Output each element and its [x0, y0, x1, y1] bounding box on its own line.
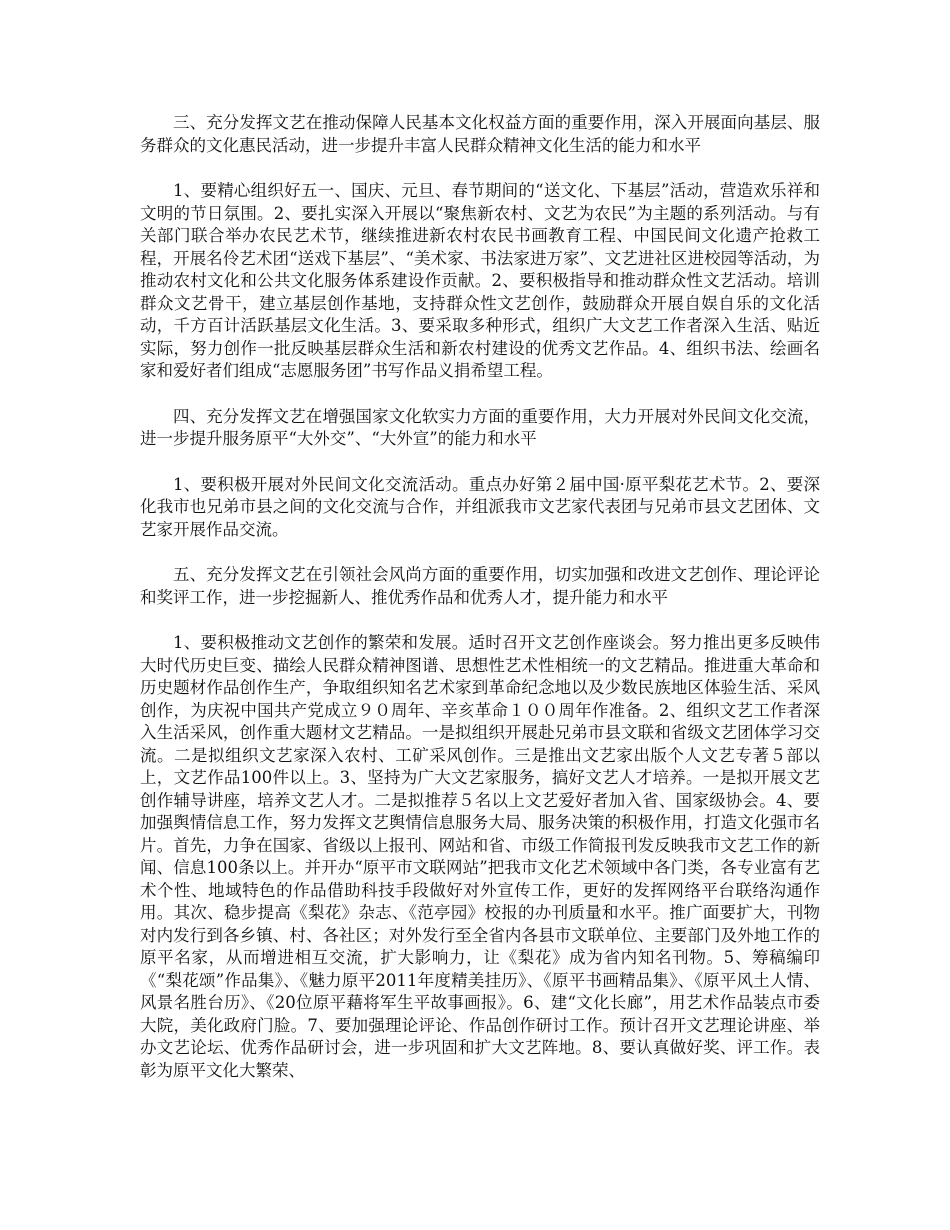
section-heading-5: 五、充分发挥文艺在引领社会风尚方面的重要作用，切实加强和改进文艺创作、理论评论和奖评工作，进一步挖掘新人、推优秀作品和优秀人才，提升能力和水平 — [140, 565, 820, 607]
section-heading-4: 四、充分发挥文艺在增强国家文化软实力方面的重要作用，大力开展对外民间文化交流，进一步提升服务原平“大外交”、“大外宣”的能力和水平 — [140, 406, 820, 448]
paragraph-spacer — [140, 609, 820, 632]
paragraph-spacer — [140, 451, 820, 474]
section-heading-3: 三、充分发挥文艺在推动保障人民基本文化权益方面的重要作用，深入开展面向基层、服务群众的文化惠民活动，进一步提升丰富人民群众精神文化生活的能力和水平 — [140, 113, 820, 155]
paragraph-spacer — [140, 541, 820, 564]
section-body-4: 1、要积极开展对外民间文化交流活动。重点办好第２届中国·原平梨花艺术节。2、要深化我市也兄弟市县之间的文化交流与合作，并组派我市文艺家代表团与兄弟市县文艺团体、文艺家开展作品交流。 — [140, 474, 820, 539]
paragraph-spacer — [140, 157, 820, 180]
document-page — [140, 112, 820, 1082]
paragraph-spacer — [140, 383, 820, 406]
section-body-5: 1、要积极推动文艺创作的繁荣和发展。适时召开文艺创作座谈会。努力推出更多反映伟大时代历史巨变、描绘人民群众精神图谱、思想性艺术性相统一的文艺精品。推进重大革命和历史题材作品创作生产，争取组织知名艺术家到革命纪念地以及少数民族地区体验生活、采风创作，为庆祝中国共产党成立９０周年、辛亥革命１００周年作准备。2、组织文艺工作者深入生活采风，创作重大题材文艺精品。一是拟组织开展赴兄弟市县文联和省级文艺团体学习交流。二是拟组织文艺家深入农村、工矿采风创作。三是推出文艺家出版个人文艺专著５部以上，文艺作品100件以上。3、坚持为广大文艺家服务，搞好文艺人才培养。一是拟开展文艺创作辅导讲座，培养文艺人才。二是拟推荐５名以上文艺爱好者加入省、国家级协会。4、要加强舆情信息工作，努力发挥文艺舆情信息服务大局、服务决策的积极作用，打造文化强市名片。首先，力争在国家、省级以上报刊、网站和省、市级工作简报刊发反映我市文艺工作的新闻、信息100条以上。并开办“原平市文联网站”把我市文化艺术领域中各门类，各专业富有艺术个性、地域特色的作品借助科技手段做好对外宣传工作，更好的发挥网络平台联络沟通作用。其次、稳步提高《梨花》杂志、《范亭园》校报的办刊质量和水平。推广面要扩大，刊物对内发行到各乡镇、村、各社区；对外发行至全省内各县市文联单位、主要部门及外地工作的原平名家，从而增进相互交流，扩大影响力，让《梨花》成为省内知名刊物。5、筹稿编印《“梨花颂”作品集》、《魅力原平2011年度精美挂历》、《原平书画精品集》、《原平风土人情、风景名胜台历》、《20位原平藉将军生平故事画报》。6、建“文化长廊”，用艺术作品装点市委大院，美化政府门脸。7、要加强理论评论、作品创作研讨工作。预计召开文艺理论讲座、举办文艺论坛、优秀作品研讨会，进一步巩固和扩大文艺阵地。8、要认真做好奖、评工作。表彰为原平文化大繁荣、 — [140, 633, 820, 1080]
section-body-3: 1、要精心组织好五一、国庆、元旦、春节期间的“送文化、下基层”活动，营造欢乐祥和文明的节日氛围。2、要扎实深入开展以“聚焦新农村、文艺为农民”为主题的系列活动。与有关部门联合举办农民艺术节，继续推进新农村农民书画教育工程、中国民间文化遗产抢救工程，开展名伶艺术团“送戏下基层”、“美术家、书法家进万家”、文艺进社区进校园等活动，为推动农村文化和公共文化服务体系建设作贡献。2、要积极指导和推动群众性文艺活动。培训群众文艺骨干，建立基层创作基地，支持群众性文艺创作，鼓励群众开展自娱自乐的文化活动，千方百计活跃基层文化生活。3、要采取多种形式，组织广大文艺工作者深入生活、贴近实际，努力创作一批反映基层群众生活和新农村建设的优秀文艺作品。4、组织书法、绘画名家和爱好者们组成“志愿服务团”书写作品义捐希望工程。 — [140, 181, 820, 380]
